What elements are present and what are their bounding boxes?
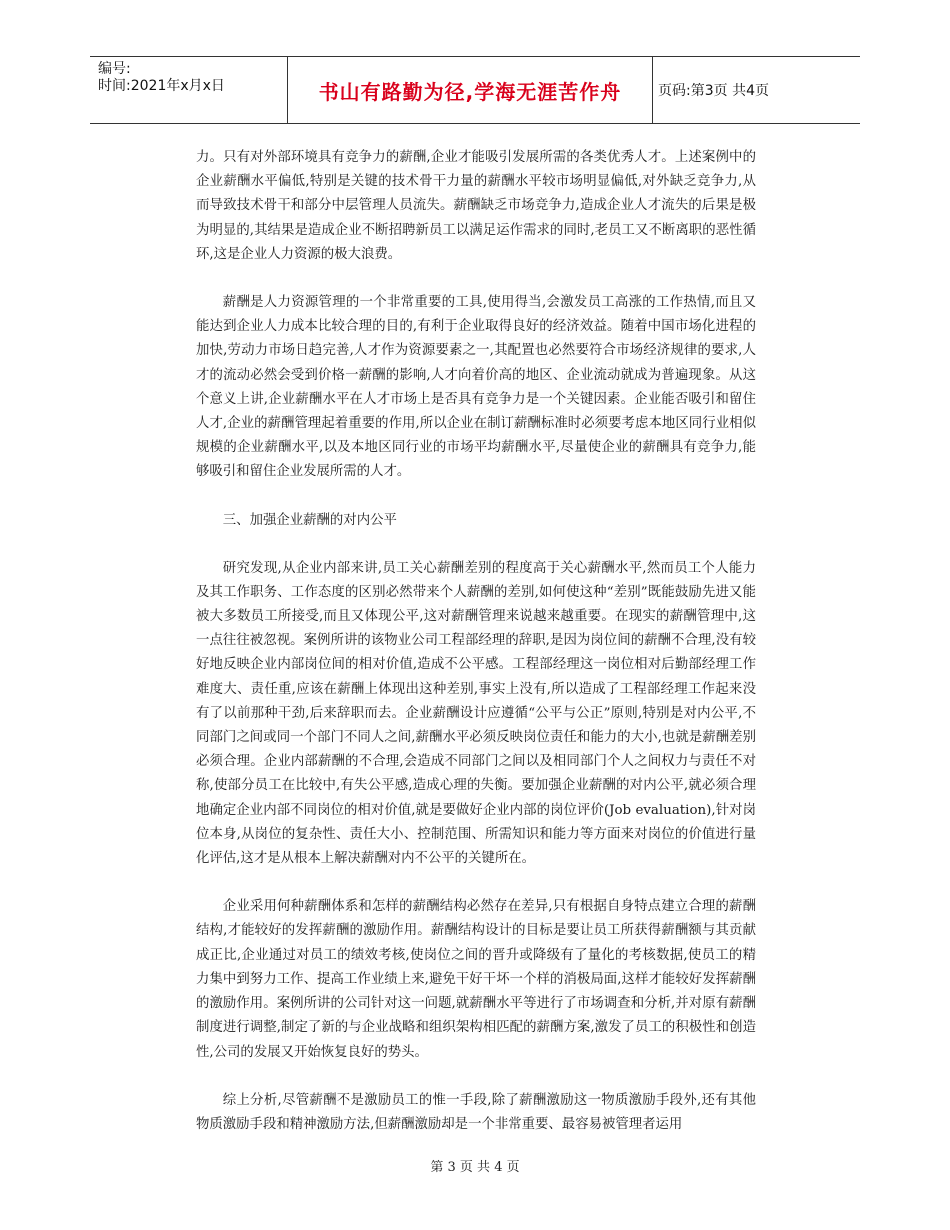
paragraph-3: 研究发现,从企业内部来讲,员工关心薪酬差别的程度高于关心薪酬水平,然而员工个人能力及其工作职务、工作态度的区别必然带来个人薪酬的差别,如何使这种“差别”既能鼓励先进又能被大多数员工所接受,而且又体现公平,这对薪酬管理来说越来越重要。在现实的薪酬管理中,这一点往往被忽视。案例所讲的该物业公司工程部经理的辞职,是因为岗位间的薪酬不合理,没有较好地反映企业内部岗位间的相对价值,造成不公平感。工程部经理这一岗位相对后勤部经理工作难度大、责任重,应该在薪酬上体现出这种差别,事实上没有,所以造成了工程部经理工作起来没有了以前那种干劲,后来辞职而去。企业薪酬设计应遵循“公平与公正”原则,特别是对内公平,不同部门之间或同一个部门不同人之间,薪酬水平必须反映岗位责任和能力的大小,也就是薪酬差别必须合理。企业内部薪酬的不合理,会造成不同部门之间以及相同部门个人之间权力与责任不对称,使部分员工在比较中,有失公平感,造成心理的失衡。要加强企业薪酬的对内公平,就必须合理地确定企业内部不同岗位的相对价值,就是要做好企业内部的岗位评价(Job evaluation),针对岗位本身,从岗位的复杂性、责任大小、控制范围、所需知识和能力等方面来对岗位的价值进行量化评估,这才是从根本上解决薪酬对内不公平的关键所在。 [196, 560, 756, 867]
header-meta [98, 57, 286, 127]
paragraph-1: 力。只有对外部环境具有竞争力的薪酬,企业才能吸引发展所需的各类优秀人才。上述案例中的企业薪酬水平偏低,特别是关键的技术骨干力量的薪酬水平较市场明显偏低,对外缺乏竞争力,从而导致技术骨干和部分中层管理人员流失。薪酬缺乏市场竞争力,造成企业人才流失的后果是极为明显的,其结果是造成企业不断招聘新员工以满足运作需求的同时,老员工又不断离职的恶性循环,这是企业人力资源的极大浪费。 [196, 150, 756, 262]
document-body [196, 146, 756, 1161]
header-motto: 书山有路勤为径,学海无涯苦作舟 [287, 57, 653, 123]
footer-page-number: 第 3 页 共 4 页 [430, 1160, 520, 1175]
section-heading: 三、加强企业薪酬的对内公平 [222, 512, 397, 528]
page-footer [0, 1156, 950, 1175]
paragraph-2: 薪酬是人力资源管理的一个非常重要的工具,使用得当,会激发员工高涨的工作热情,而且又能达到企业人力成本比较合理的目的,有利于企业取得良好的经济效益。随着中国市场化进程的加快,劳动力市场日趋完善,人才作为资源要素之一,其配置也必然要符合市场经济规律的要求,人才的流动必然会受到价格一薪酬的影响,人才向着价高的地区、企业流动就成为普遍现象。从这个意义上讲,企业薪酬水平在人才市场上是否具有竞争力是一个关键因素。企业能否吸引和留住人才,企业的薪酬管理起着重要的作用,所以企业在制订薪酬标准时必须要考虑本地区同行业相似规模的企业薪酬水平,以及本地区同行业的市场平均薪酬水平,尽量使企业的薪酬具有竞争力,能够吸引和留住企业发展所需的人才。 [196, 295, 756, 480]
page-header [90, 56, 860, 124]
document-date-label: 时间:2021年x月x日 [98, 78, 225, 94]
paragraph-4: 企业采用何种薪酬体系和怎样的薪酬结构必然存在差异,只有根据自身特点建立合理的薪酬结构,才能较好的发挥薪酬的激励作用。薪酬结构设计的目标是要让员工所获得薪酬额与其贡献成正比,企业通过对员工的绩效考核,使岗位之间的晋升或降级有了量化的考核数据,使员工的精力集中到努力工作、提高工作业绩上来,避免干好干坏一个样的消极局面,这样才能较好发挥薪酬的激励作用。案例所讲的公司针对这一问题,就薪酬水平等进行了市场调查和分析,并对原有薪酬制度进行调整,制定了新的与企业战略和组织架构相匹配的薪酬方案,激发了员工的积极性和创造性,公司的发展又开始恢复良好的势头。 [196, 899, 756, 1060]
paragraph-5: 综上分析,尽管薪酬不是激励员工的惟一手段,除了薪酬激励这一物质激励手段外,还有其他物质激励手段和精神激励方法,但薪酬激励却是一个非常重要、最容易被管理者运用 [196, 1092, 756, 1132]
document-number-label: 编号: [98, 61, 131, 77]
header-page-number: 页码:第3页 共4页 [658, 83, 769, 99]
